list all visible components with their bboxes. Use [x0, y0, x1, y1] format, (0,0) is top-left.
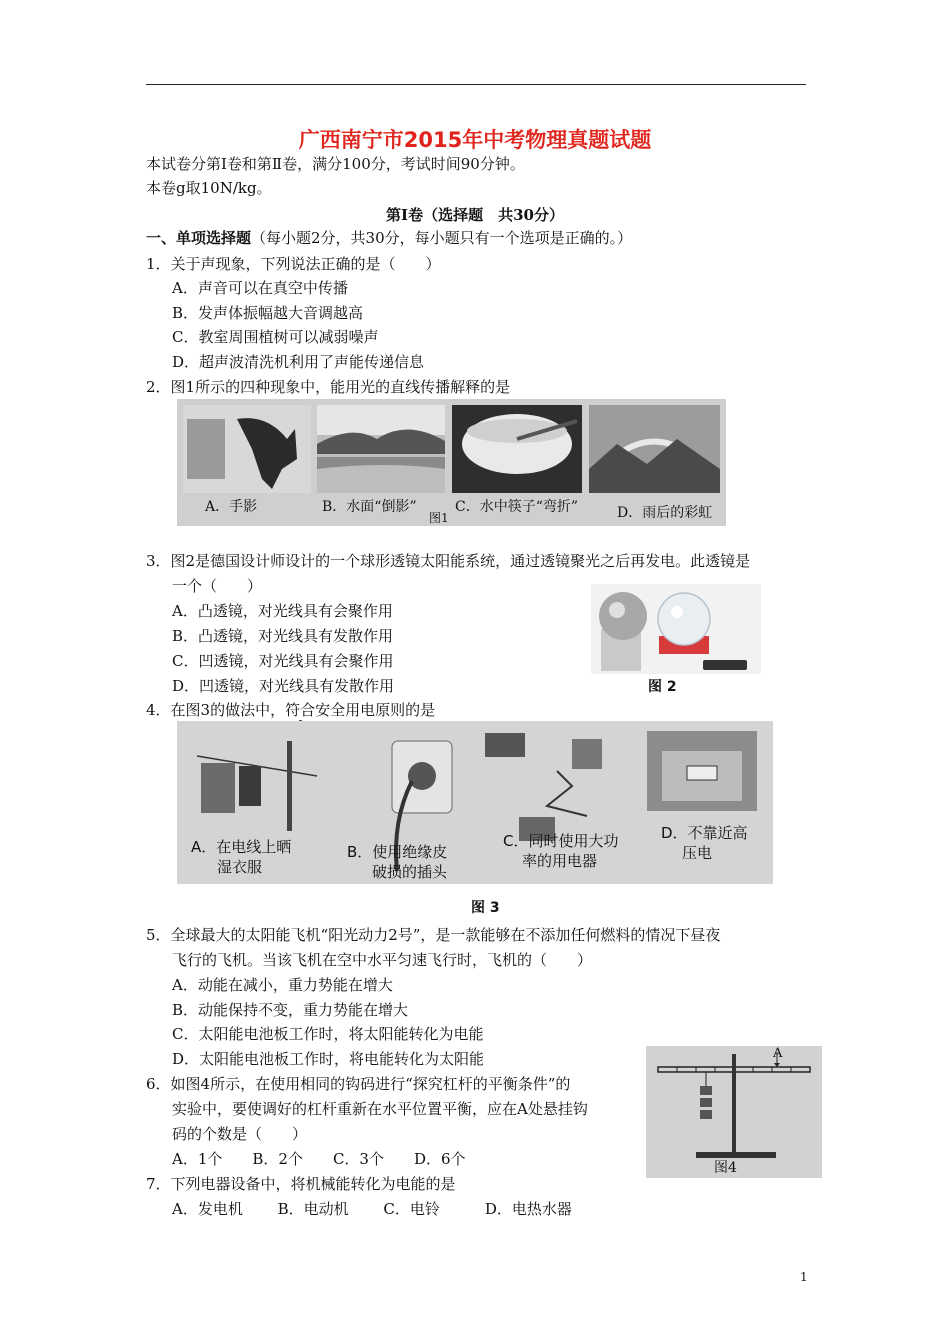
figure-1-label-c: C．水中筷子“弯折”	[455, 499, 579, 515]
figure-3-label-b-2: 破损的插头	[372, 863, 448, 881]
q1-option-d: D．超声波清洗机利用了声能传递信息	[172, 353, 425, 371]
section-name: 一、单项选择题	[146, 229, 252, 247]
figure-4-point-label: A	[773, 1046, 783, 1061]
q5-option-d: D．太阳能电池板工作时，将电能转化为太阳能	[172, 1050, 485, 1068]
intro-line-1: 本试卷分第Ⅰ卷和第Ⅱ卷，满分100分，考试时间90分钟。	[146, 155, 525, 173]
figure-3-label-d-1: D．不靠近高	[661, 824, 748, 842]
figure-1-label-b: B．水面“倒影”	[322, 499, 417, 515]
figure-4-caption: 图4	[714, 1160, 737, 1176]
figure-2	[591, 584, 761, 674]
q2-stem: 2．图1所示的四种现象中，能用光的直线传播解释的是	[146, 378, 511, 396]
figure-3-label-c-1: C．同时使用大功	[503, 832, 619, 850]
q7-stem: 7．下列电器设备中，将机械能转化为电能的是	[146, 1175, 456, 1193]
q1-stem: 1．关于声现象，下列说法正确的是（ ）	[146, 255, 441, 273]
figure-3-label-a-1: A．在电线上晒	[191, 838, 292, 856]
q6-stem-line-2: 实验中，要使调好的杠杆重新在水平位置平衡，应在A处悬挂钩	[172, 1100, 588, 1118]
q5-option-b: B．动能保持不变，重力势能在增大	[172, 1001, 409, 1019]
page-number: 1	[800, 1270, 808, 1284]
q1-option-b: B．发声体振幅越大音调越高	[172, 304, 364, 322]
figure-1-label-d: D．雨后的彩虹	[617, 505, 713, 521]
q6-stem-line-3: 码的个数是（ ）	[172, 1125, 308, 1143]
q5-stem-line-1: 5．全球最大的太阳能飞机“阳光动力2号”，是一款能够在不添加任何燃料的情况下昼夜	[146, 926, 721, 944]
intro-line-2: 本卷g取10N/kg。	[146, 179, 272, 197]
q3-option-b: B．凸透镜，对光线具有发散作用	[172, 627, 394, 645]
q3-stem-line-2: 一个（ ）	[172, 577, 263, 595]
q3-option-d: D．凹透镜，对光线具有发散作用	[172, 677, 395, 695]
figure-3-label-a-2: 湿衣服	[217, 858, 263, 876]
figure-3	[177, 721, 773, 884]
q4-stem-a: 4．在图3的做法中，	[146, 701, 286, 719]
q6-stem-line-1: 6．如图4所示，在使用相同的钩码进行“探究杠杆的平衡条件”的	[146, 1075, 571, 1093]
page-title: 广西南宁市2015年中考物理真题试题	[298, 128, 652, 152]
figure-3-label-c-2: 率的用电器	[522, 852, 598, 870]
q1-option-a: A．声音可以在真空中传播	[172, 279, 348, 297]
q3-option-c: C．凹透镜，对光线具有会聚作用	[172, 652, 394, 670]
q7-options: A．发电机 B．电动机 C．电铃 D．电热水器	[172, 1200, 572, 1218]
q5-option-c: C．太阳能电池板工作时，将太阳能转化为电能	[172, 1025, 484, 1043]
section-desc: （每小题2分，共30分，每小题只有一个选项是正确的。）	[251, 229, 633, 247]
q5-stem-line-2: 飞行的飞机。当该飞机在空中水平匀速飞行时，飞机的（ ）	[172, 951, 593, 969]
part-heading: 第Ⅰ卷（选择题 共30分）	[386, 206, 564, 224]
q6-options: A．1个 B．2个 C．3个 D．6个	[172, 1150, 466, 1168]
q4-stem	[146, 700, 435, 720]
figure-4-art	[646, 1046, 822, 1178]
q3-stem-line-1: 3．图2是德国设计师设计的一个球形透镜太阳能系统，通过透镜聚光之后再发电。此透镜是	[146, 552, 751, 570]
q4-stem-b: 安全用电原则的是	[315, 701, 436, 719]
q3-option-a: A．凸透镜，对光线具有会聚作用	[172, 602, 393, 620]
q1-option-c: C．教室周围植树可以减弱噪声	[172, 328, 379, 346]
figure-2-caption: 图 2	[648, 679, 677, 695]
figure-3-label-d-2: 压电	[682, 844, 713, 862]
q5-option-a: A．动能在减小，重力势能在增大	[172, 976, 393, 994]
section-heading	[146, 228, 632, 248]
figure-2-art	[591, 584, 761, 674]
q4-stem-emphasis: 符合	[285, 701, 316, 719]
figure-1	[177, 399, 726, 526]
figure-3-caption: 图 3	[471, 900, 500, 916]
figure-1-label-a: A．手影	[205, 499, 258, 515]
figure-3-label-b-1: B．使用绝缘皮	[347, 843, 448, 861]
figure-4	[646, 1046, 822, 1178]
figure-1-caption: 图1	[429, 511, 449, 525]
header-rule	[146, 84, 806, 85]
